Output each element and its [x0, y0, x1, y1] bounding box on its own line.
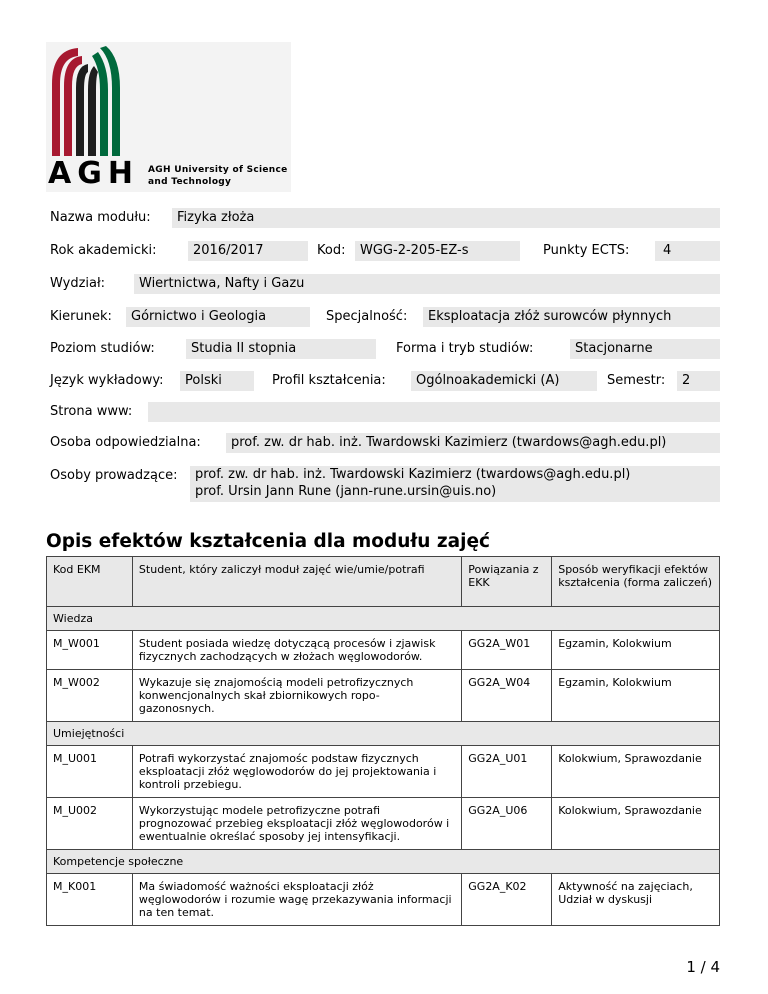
specialization-label: Specjalność:	[326, 309, 408, 324]
study-level-value: Studia II stopnia	[186, 339, 376, 359]
specialization-value: Eksploatacja złóż surowców płynnych	[423, 307, 720, 327]
cell-powiazania: GG2A_W01	[462, 631, 552, 670]
header-student: Student, który zaliczył moduł zajęć wie/umie/potrafi	[132, 557, 461, 607]
website-label: Strona www:	[50, 404, 133, 419]
code-label: Kod:	[317, 243, 346, 258]
responsible-person-label: Osoba odpowiedzialna:	[50, 435, 201, 450]
instructors-value	[190, 466, 720, 502]
cell-powiazania: GG2A_U01	[462, 746, 552, 798]
semester-value: 2	[677, 371, 720, 391]
language-label: Język wykładowy:	[50, 373, 164, 388]
academic-year-value: 2016/2017	[188, 241, 308, 261]
academic-year-label: Rok akademicki:	[50, 243, 157, 258]
faculty-label: Wydział:	[50, 276, 106, 291]
faculty-value: Wiertnictwa, Nafty i Gazu	[134, 274, 720, 294]
cell-powiazania: GG2A_W04	[462, 670, 552, 722]
header-kod-ekm: Kod EKM	[47, 557, 133, 607]
table-row	[47, 874, 720, 926]
cell-opis: Wykazuje się znajomością modeli petrofizycznych konwencjonalnych skał zbiornikowych ropo-gazonosnych.	[132, 670, 461, 722]
ects-value: 4	[655, 241, 720, 261]
cell-powiazania: GG2A_K02	[462, 874, 552, 926]
cell-opis: Student posiada wiedzę dotyczącą procesów i zjawisk fizycznych zachodzących w złożach węglowodorów.	[132, 631, 461, 670]
logo-mark-text: AGH	[48, 156, 139, 191]
study-level-label: Poziom studiów:	[50, 341, 155, 356]
study-form-label: Forma i tryb studiów:	[396, 341, 534, 356]
cell-opis: Wykorzystując modele petrofizyczne potrafi prognozować przebieg eksploatacji złóż węglowodorów i ewentualnie określać sposoby jej intensyfikacji.	[132, 798, 461, 850]
table-row	[47, 631, 720, 670]
table-row	[47, 670, 720, 722]
agh-logo-icon	[48, 44, 128, 156]
university-name-line2: and Technology	[148, 177, 232, 187]
cell-kod: M_U002	[47, 798, 133, 850]
group-row	[47, 607, 720, 631]
cell-opis: Potrafi wykorzystać znajomośc podstaw fizycznych eksploatacji złóż węglowodorów do jej projektowania i kontroli przebiegu.	[132, 746, 461, 798]
semester-label: Semestr:	[607, 373, 666, 388]
cell-opis: Ma świadomość ważności eksploatacji złóż węglowodorów i rozumie wagę przekazywania informacji na ten temat.	[132, 874, 461, 926]
ects-label: Punkty ECTS:	[543, 243, 630, 258]
university-name	[148, 164, 288, 188]
page-number: 1 / 4	[686, 958, 720, 976]
table-row	[47, 798, 720, 850]
table-header-row	[47, 557, 720, 607]
header-sposob: Sposób weryfikacji efektów kształcenia (forma zaliczeń)	[552, 557, 720, 607]
group-row	[47, 722, 720, 746]
group-title: Kompetencje społeczne	[47, 850, 720, 874]
language-value: Polski	[180, 371, 254, 391]
cell-sposob: Aktywność na zajęciach, Udział w dyskusji	[552, 874, 720, 926]
university-name-line1: AGH University of Science	[148, 165, 288, 175]
group-title: Wiedza	[47, 607, 720, 631]
module-name-value: Fizyka złoża	[172, 208, 720, 228]
cell-kod: M_K001	[47, 874, 133, 926]
instructors-label: Osoby prowadzące:	[50, 468, 178, 483]
field-of-study-value: Górnictwo i Geologia	[126, 307, 310, 327]
cell-sposob: Egzamin, Kolokwium	[552, 670, 720, 722]
table-row	[47, 746, 720, 798]
cell-sposob: Kolokwium, Sprawozdanie	[552, 798, 720, 850]
cell-kod: M_W001	[47, 631, 133, 670]
responsible-person-value: prof. zw. dr hab. inż. Twardowski Kazimierz (twardows@agh.edu.pl)	[226, 433, 720, 453]
instructor-1: prof. zw. dr hab. inż. Twardowski Kazimierz (twardows@agh.edu.pl)	[195, 467, 631, 482]
education-profile-value: Ogólnoakademicki (A)	[411, 371, 597, 391]
cell-powiazania: GG2A_U06	[462, 798, 552, 850]
header-powiazania: Powiązania z EKK	[462, 557, 552, 607]
code-value: WGG-2-205-EZ-s	[355, 241, 520, 261]
study-form-value: Stacjonarne	[570, 339, 720, 359]
website-value	[148, 402, 720, 422]
cell-kod: M_W002	[47, 670, 133, 722]
cell-sposob: Egzamin, Kolokwium	[552, 631, 720, 670]
instructor-2: prof. Ursin Jann Rune (jann-rune.ursin@uis.no)	[195, 484, 497, 499]
group-title: Umiejętności	[47, 722, 720, 746]
learning-outcomes-table	[46, 556, 720, 926]
module-name-label: Nazwa modułu:	[50, 210, 151, 225]
field-of-study-label: Kierunek:	[50, 309, 112, 324]
group-row	[47, 850, 720, 874]
section-title: Opis efektów kształcenia dla modułu zajęć	[46, 531, 491, 552]
cell-kod: M_U001	[47, 746, 133, 798]
cell-sposob: Kolokwium, Sprawozdanie	[552, 746, 720, 798]
education-profile-label: Profil kształcenia:	[272, 373, 386, 388]
